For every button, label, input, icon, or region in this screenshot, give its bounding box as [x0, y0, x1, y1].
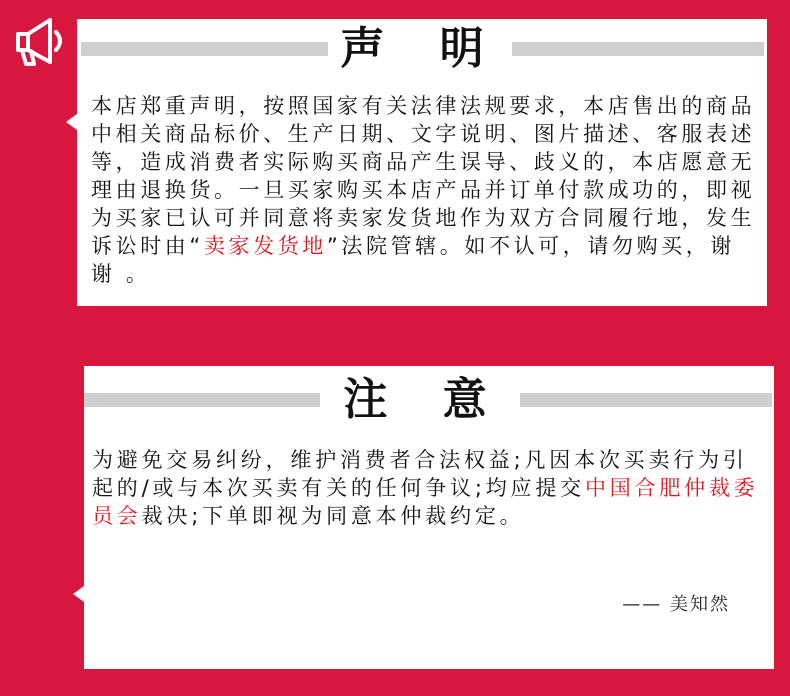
heading-divider-right — [520, 393, 772, 407]
statement-text-part: ”法院管辖。如不认可，请勿购买，谢谢 。 — [91, 234, 735, 286]
megaphone-icon — [14, 14, 68, 68]
card-pointer — [66, 114, 77, 130]
statement-title: 声 明 — [340, 23, 504, 74]
heading-divider-left — [81, 42, 328, 56]
notice-text — [92, 446, 768, 530]
notice-title: 注 意 — [343, 374, 507, 425]
statement-text — [91, 92, 756, 288]
heading-divider-right — [512, 42, 764, 56]
statement-highlight: 卖家发货地 — [203, 234, 327, 258]
notice-text-part: 裁决;下单即视为同意本仲裁约定。 — [141, 504, 525, 528]
notice-highlight: 中国合肥仲裁委员会 — [92, 476, 759, 528]
notice-text-part: 为避免交易纠纷，维护消费者合法权益;凡因本次买卖行为引起的/或与本次买卖有关的任何争议;均应提交 — [92, 448, 748, 500]
card-pointer — [73, 586, 84, 602]
heading-divider-left — [84, 393, 320, 407]
notice-card — [84, 366, 774, 669]
statement-card — [77, 19, 767, 306]
statement-text-part: 本店郑重声明，按照国家有关法律法规要求，本店售出的商品中相关商品标价、生产日期、文字说明、图片描述、客服表述等，造成消费者实际购买商品产生误导、歧义的，本店愿意无理由退换货。一旦买家购买本店产品并订单付款成功的，即视为买家已认可并同意将卖家发货地作为双方合同履行地，发生诉讼时由“ — [91, 94, 756, 258]
signature: —— 美知然 — [622, 594, 730, 615]
